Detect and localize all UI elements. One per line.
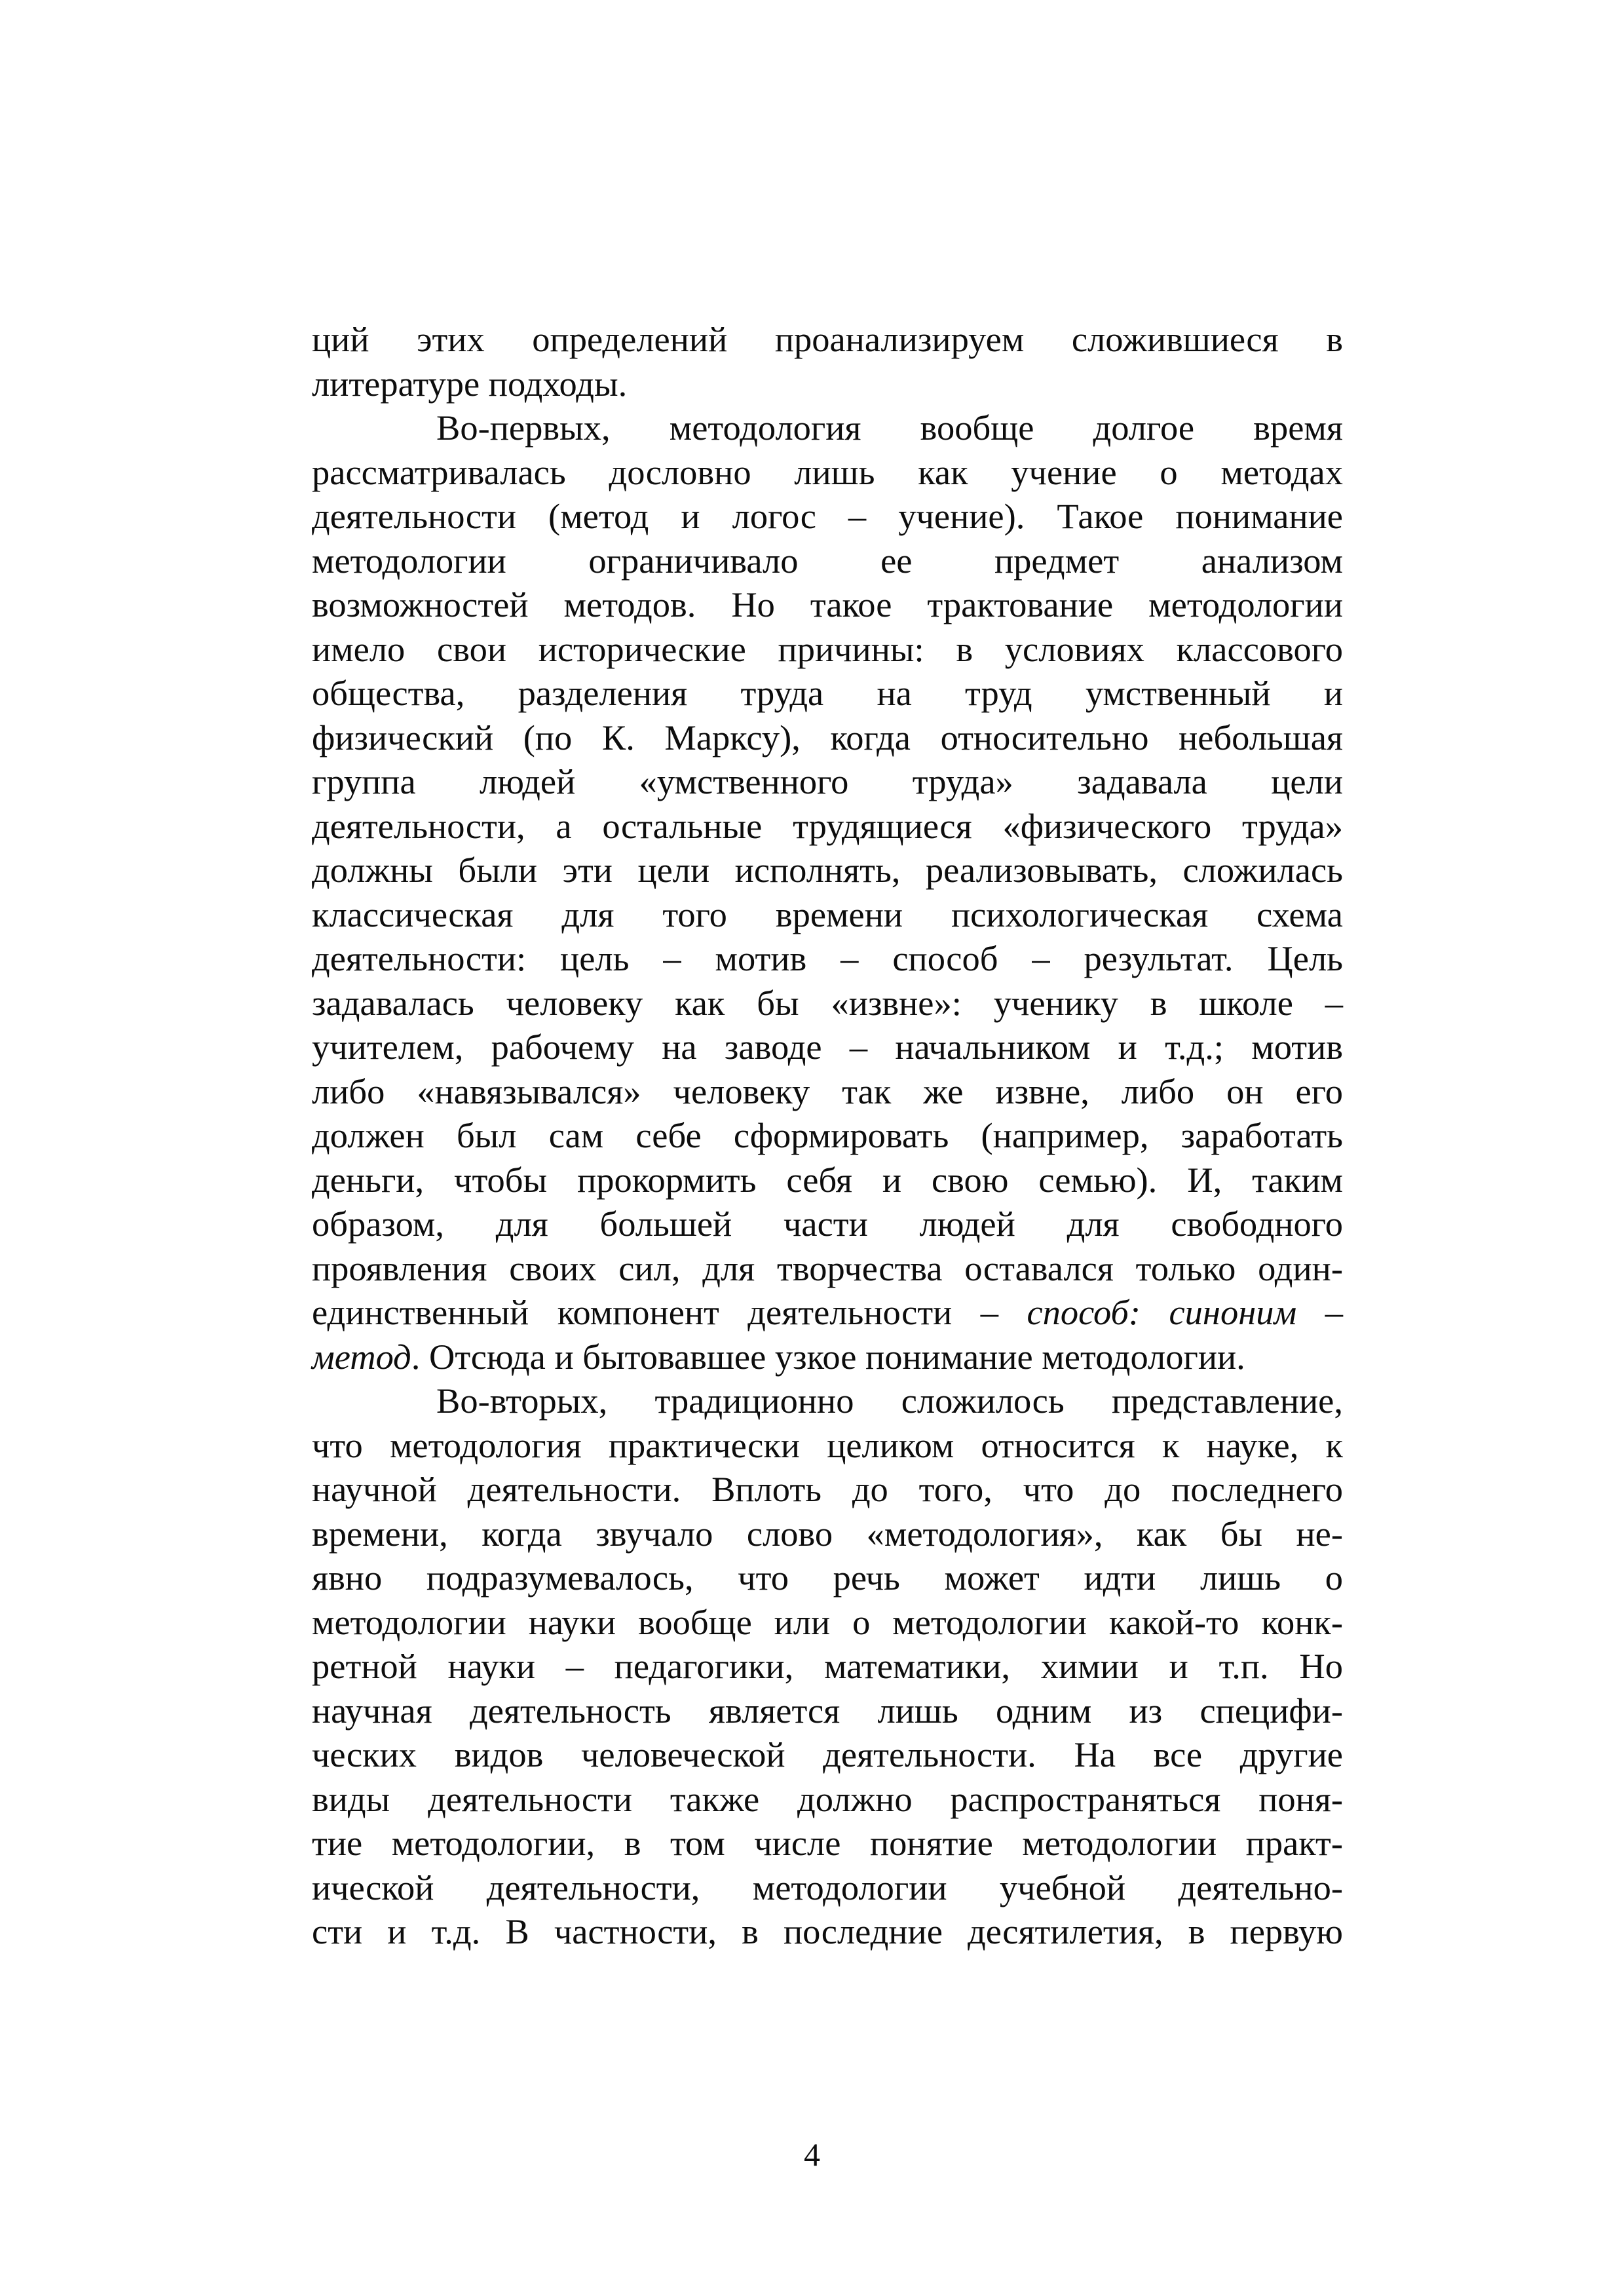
text-line: группа людей «умственного труда» задавала цели <box>312 761 1343 801</box>
text-run: . Отсюда и бытовавшее узкое понимание методологии. <box>411 1336 1245 1377</box>
text-line: Во-вторых, традиционно сложилось представление, <box>436 1381 1343 1421</box>
text-line: научной деятельности. Вплоть до того, что до последнего <box>312 1469 1343 1509</box>
text-line: деятельности: цель – мотив – способ – результат. Цель <box>312 938 1343 978</box>
text-line: сти и т.д. В частности, в последние десятилетия, в первую <box>312 1911 1343 1951</box>
text-line: литературе подходы. <box>312 363 628 404</box>
text-line: должны были эти цели исполнять, реализовывать, сложилась <box>312 850 1343 890</box>
page-body-text <box>312 317 1343 1954</box>
text-line: проявления своих сил, для творчества оставался только один- <box>312 1248 1343 1288</box>
text-line: ретной науки – педагогики, математики, химии и т.п. Но <box>312 1646 1343 1686</box>
text-line: должен был сам себе сформировать (например, заработать <box>312 1115 1343 1155</box>
text-run: единственный компонент деятельности – <box>312 1292 1027 1332</box>
text-line: тие методологии, в том числе понятие методологии практ- <box>312 1823 1343 1863</box>
text-line: задавалась человеку как бы «извне»: ученику в школе – <box>312 982 1343 1023</box>
text-line <box>312 1335 1343 1379</box>
text-line: ической деятельности, методологии учебной деятельно- <box>312 1867 1343 1907</box>
text-line: возможностей методов. Но такое трактование методологии <box>312 584 1343 624</box>
text-line: классическая для того времени психологическая схема <box>312 894 1343 934</box>
text-line: методологии науки вообще или о методологии какой-то конк- <box>312 1601 1343 1642</box>
text-line: явно подразумевалось, что речь может идти лишь о <box>312 1558 1343 1598</box>
paragraph <box>312 406 1343 1379</box>
italic-text: способ: синоним – <box>1027 1292 1343 1332</box>
text-line: физический (по К. Марксу), когда относительно небольшая <box>312 717 1343 757</box>
text-line: рассматривалась дословно лишь как учение о методах <box>312 451 1343 492</box>
text-line: деятельности, а остальные трудящиеся «физического труда» <box>312 805 1343 846</box>
text-line: образом, для большей части людей для свободного <box>312 1204 1343 1244</box>
text-line: методологии ограничивало ее предмет анализом <box>312 540 1343 581</box>
text-line: деньги, чтобы прокормить себя и свою семью). И, таким <box>312 1159 1343 1200</box>
text-line: ций этих определений проанализируем сложившиеся в <box>312 319 1343 359</box>
paragraph <box>312 317 1343 406</box>
text-line: что методология практически целиком относится к науке, к <box>312 1425 1343 1465</box>
text-line: Во-первых, методология вообще долгое время <box>436 408 1343 448</box>
text-line: общества, разделения труда на труд умственный и <box>312 673 1343 713</box>
text-line: деятельности (метод и логос – учение). Такое понимание <box>312 496 1343 536</box>
text-line: учителем, рабочему на заводе – начальником и т.д.; мотив <box>312 1027 1343 1067</box>
page-number: 4 <box>804 2136 820 2173</box>
paragraph <box>312 1379 1343 1954</box>
italic-text: метод <box>312 1336 411 1377</box>
text-line: имело свои исторические причины: в условиях классового <box>312 628 1343 669</box>
text-line: либо «навязывался» человеку так же извне, либо он его <box>312 1071 1343 1111</box>
text-line: ческих видов человеческой деятельности. На все другие <box>312 1734 1343 1774</box>
text-line: научная деятельность является лишь одним из специфи- <box>312 1690 1343 1731</box>
text-line: виды деятельности также должно распространяться поня- <box>312 1778 1343 1819</box>
text-line: времени, когда звучало слово «методология», как бы не- <box>312 1513 1343 1554</box>
text-line <box>312 1290 1343 1335</box>
